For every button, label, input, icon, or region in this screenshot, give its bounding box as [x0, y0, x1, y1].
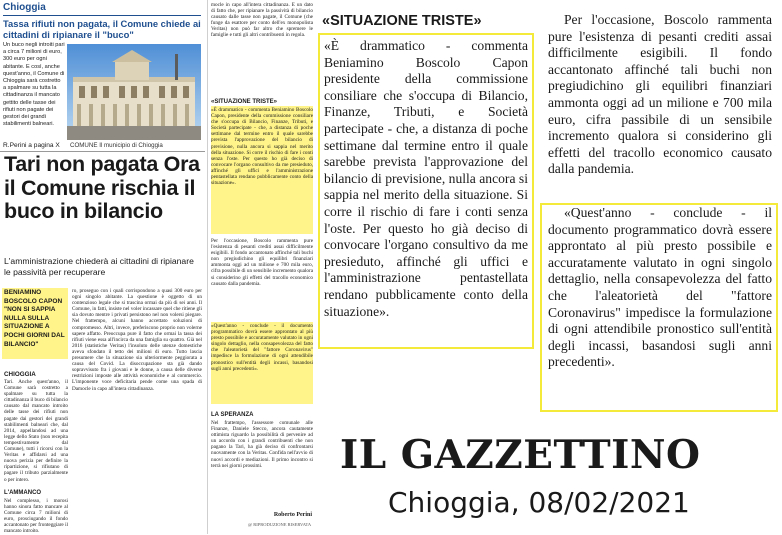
mid-quote1: «È drammatico - commenta Beniamino Boscolo Capon, presidente della commissione consiliare che s'occupa di Bilancio, Finanze, Tributi, e Società partecipate - che, a distanza di poche settimane dal termine entro il quale sarebbe prevista l'approvazione del bilancio di previsione, nulla ancora si sappia nel merito della situazione. Si corre il rischio di fare i conti senza l'oste. Per questo ho già deciso di convocare l'organo consultivo da me presieduto, affinché gli uffici e l'amministrazione pentastellata rendano pubblicamente conto della situazione». — [211, 107, 313, 187]
section-label: Chioggia — [3, 2, 46, 13]
mid-footer-code: @ RIPRODUZIONE RISERVATA — [248, 522, 312, 527]
mid-quote2: «Quest'anno - conclude - il documento programmatico dovrà essere approntato al più presto possibile e accuratamente valutato in ogni singolo dettaglio, nella consapevolezza del fatto che l'aleatorietà del "fattore Coronavirus" impedisce la formulazione di ogni attendibile pronostico sull'entità degli incassi, basandosi sugli anni precedenti». — [211, 323, 313, 372]
photo-caption: COMUNE Il municipio di Chioggia — [70, 142, 163, 149]
article-col-1b: Nel complesso, i morosi hanno sinora fatto mancare al Comune circa 7 milioni di euro, prosciugando il fondo accantonato per fronteggiare il mancato introito. — [4, 498, 68, 535]
article-deck: L'amministrazione chiederà ai cittadini di ripianare le passività per recuperare — [4, 256, 194, 277]
teaser-title: Tassa rifiuti non pagata, il Comune chiede ai cittadini di ripianare il "buco" — [3, 18, 201, 40]
teaser-body: Un buco negli introiti pari a circa 7 milioni di euro, 300 euro per ogni abitante. E così, anche quest'anno, il Comune di Chioggia sarà costretto a spalmare su tutta la cittadinanza il mancato gettito delle tasse dei rifiuti non pagate dei gestori dei grandi stabilimenti balneari. — [3, 42, 65, 128]
masthead-dateline: Chioggia, 08/02/2021 — [388, 486, 690, 519]
article-col-1: Tari. Anche quest'anno, il Comune sarà costretto a spalmare su tutta la cittadinanza il buco di bilancio causato dal mancato introito delle tasse dei rifiuti non pagate dai gestori dei grandi stabilimenti balneari che, dal 2014, appellandosi ad una legge dello Stato (non recepita tempestivamente dal Comune), tutti i ricorsi con la Veritas e affidarsi ad una nuova perizia per definire la ripartizione, si rifiutano di pagare il tributo parzialmente o per intero. — [4, 379, 68, 483]
mid-para3: Nel frattempo, l'assessore comunale alle Finanze, Daniele Stecco, ancora cautamente ottimista riguardo la possibilità di pervenire ad un accordo con i grandi contribuenti che non pagano la Tari, ha già deciso di confrontarsi nuovamente con la Veritas. Confida nell'avvio di nuovi accordi e mediazioni. Il primo incontro si terrà nei giorni prossimi. — [211, 420, 313, 469]
article-col-2: ro, proseguo con i quali corrispondono a quasi 300 euro per ogni singolo abitante. La questione è oggetto di un contenzioso legale che si trascina ormai da più di sei anni. Il Comune, in fatti, insiste nel voler incassare quel che ritiene gli sia dovuto mentre i privati persistono nel non volersi piegare. Nel frattempo, alcuni hanno accettato soluzioni di compromesso. Altri, invece, preferiscono proprio non volerne sapere affatto. Preoccupa pure il fatto che ormai la tassa dei rifiuti viene essa all'incirca da una famiglia su quattro. Già nel 2016 (statistiche Veritas) l'insoluto delle utenze domestiche aveva sfondato il tetto dei milioni di euro. Tutto lascia presumere che la situazione sia ulteriormente peggiorata a causa del Covid. La disoccupazione sta già dando sopravvisuto fra i giovani e le donne, a causa delle diverse restrizioni imposte alle attività economiche e al commercio. L'imponente voce deficitaria pende come una spada di Damocle in capo all'intera cittadinanza. — [72, 288, 202, 392]
town-hall-photo — [67, 44, 201, 140]
highlighted-callout: BENIAMINO BOSCOLO CAPON "NON SI SAPPIA NULLA SULLA SITUAZIONE A POCHI GIORNI DAL BILANCIO" — [2, 288, 68, 359]
left-panel — [0, 0, 205, 534]
mid-subhead-2: LA SPERANZA — [211, 412, 254, 418]
newspaper-logo: IL GAZZETTINO — [340, 432, 701, 478]
col1-subhead: L'AMMANCO — [4, 490, 42, 496]
article-headline: Tari non pagata Ora il Comune rischia il buco in bilancio — [4, 152, 200, 223]
teaser-credit: R.Perini a pagina X — [3, 142, 60, 149]
zoom-quote1: «È drammatico - commenta Beniamino Boscolo Capon presidente della commissione consiliare che s'occupa di Bilancio, Finanze, Tributi, e Società partecipate - che, a distanza di poche settimane dal termine entro il quale sarebbe prevista l'approvazione del bilancio di previsione, nulla ancora si sappia nel merito della situazione. Si corre il rischio di fare i conti senza l'oste. Per questo ho già deciso di convocare l'organo consultivo da me presieduto, affinché gli uffici e l'amministrazione pentastellata rendano pubblicamente conto della situazione». — [324, 38, 528, 319]
section-rule — [3, 15, 201, 16]
zoom-subhead: «SITUAZIONE TRISTE» — [322, 13, 482, 29]
middle-panel — [207, 0, 316, 534]
zoom-quote2: «Quest'anno - conclude - il documento programmatico dovrà essere approntato al più presto possibile e accuratamente valutato in ogni singolo dettaglio, nella consapevolezza del fatto che l'aleatorietà del "fattore Coronavirus" impedisce la formulazione di ogni attendibile pronostico sull'entità degli incassi, basandosi sugli anni precedenti». — [548, 205, 772, 370]
dateline: CHIOGGIA — [4, 371, 36, 378]
mid-subhead: «SITUAZIONE TRISTE» — [211, 99, 278, 105]
mid-para2: Per l'occasione, Boscolo rammenta pure l'esistenza di pesanti crediti assai difficilmente esigibili. Il fondo accantonato affinché tali buchi non pregiudichino gli equilibri finanziari ammonta oggi ad un milione e 700 mila euro, cifra possibile di un sensibile incremento qualora si considerino gli effetti del tracollo economico causato dalla pandemia. — [211, 238, 313, 287]
zoom-para2: Per l'occasione, Boscolo rammenta pure l'esistenza di pesanti crediti assai difficilmente esigibili. Il fondo accantonato affinché tali buchi non pregiudichino gli equilibri finanziari ammonta oggi ad un milione e 700 mila euro, cifra passibile di un sensibile incremento qualora si considerino gli effetti del tracollo economico causato dalla pandemia. — [548, 12, 772, 177]
mid-text-top: mocle in capo all'intera cittadinanza. E un dato di fatto che, per ripianare la passività di bilancio causato dalle tasse non pagate, il Comune (che funge da esattore per conto dell'ex monopolista Veritas) non può far altro che spremere le famiglie e tutti gli altri contribuenti in regola. — [211, 2, 313, 39]
mid-signature: Roberto Perini — [273, 512, 312, 518]
